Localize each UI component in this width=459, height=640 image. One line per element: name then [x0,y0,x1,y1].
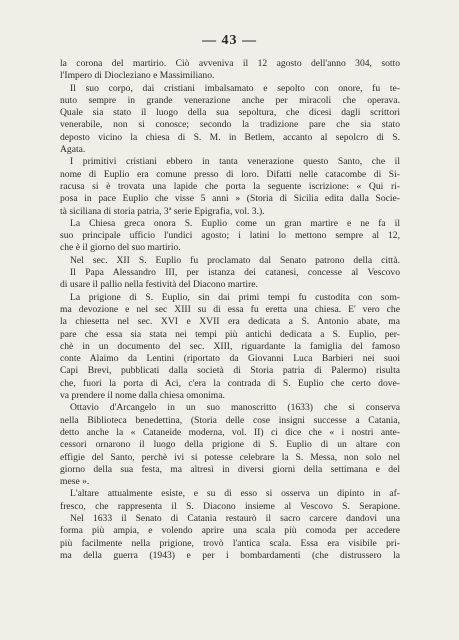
text-line: fresco, che rappresenta il S. Diacono insieme al Vescovo S. Serapione. [60,500,400,512]
text-line: tà siciliana di storia patria, 3ª serie Epigrafia, vol. 3.). [60,205,265,217]
text-line: Quale sia stato il luogo della sua sepoltura, che dicesi dagli scrittori [60,107,400,119]
text-line: di usare il pallio nella festività del Diacono martire. [60,279,258,291]
text-line: che, fuori la porta di Aci, c'era la contrada di S. Euplio che certo dove- [60,377,400,389]
text-line: ma della guerra (1943) e per i bombardamenti (che distrussero la [60,549,400,561]
text-line: chè in un documento del sec. XIII, riguardante la famiglia del famoso [60,340,400,352]
text-line: detto anche la « Cataneide moderna, vol. II) ci dice che « i nostri ante- [60,426,400,438]
text-line: I primitivi cristiani ebbero in tanta venerazione questo Santo, che il [70,156,400,168]
page-number: — 43 — [202,33,257,48]
text-line: nome di Euplio era comune presso di loro. Difatti nelle catacombe di Si- [60,168,400,180]
text-line: l'Impero di Diocleziano e Massimiliano. [60,70,215,82]
text-line: forma più ampia, e volendo aprire una scala più comoda per accedere [60,525,400,537]
text-line: nuto sempre in grande venerazione anche per miracoli che operava. [60,94,400,106]
text-line: L'altare attualmente esiste, e su di esso si osserva un dipinto in af- [70,488,400,500]
text-line: racusa si è trovata una lapide che porta la seguente iscrizione: « Qui ri- [60,180,400,192]
text-line: la chiesetta nel sec. XVI e XVII era dedicata a S. Antonio abate, ma [60,316,400,328]
text-line: ma devozione e nel sec XIII su di essa fu eretta una chiesa. E' vero che [60,303,400,315]
text-line: La Chiesa greca onora S. Euplio come un gran martire e ne fa il [70,217,400,229]
text-line: nella Biblioteca benedettina, (Storia delle cose insigni successe a Catania, [60,414,400,426]
text-line: Nel 1633 il Senato di Catania restaurò il sacro carcere dandovi una [70,512,400,524]
text-line: suo principale ufficio l'undici agosto; i latini lo mettono sempre al 12, [60,230,400,242]
text-line: più facilmente nella prigione, trovò l'antica scala. Essa era visibile pri- [60,537,400,549]
text-line: effigie del Santo, perchè ivi si potesse celebrare la S. Messa, non solo nel [60,451,400,463]
text-line: deposto vicino la chiesa di S. M. in Betlem, accanto al sepolcro di S. [60,131,400,143]
text-line: Ottavio d'Arcangelo in un suo manoscritto (1633) che si conserva [70,402,400,414]
text-line: Il suo corpo, dai cristiani imbalsamato e sepolto con onore, fu te- [70,82,400,94]
text-line: mese ». [60,476,90,488]
text-line: va prendere il nome dalla chiesa omonima. [60,390,225,402]
text-line: giorno della sua festa, ma altresì in diversi giorni della settimana e del [60,463,400,475]
text-line: Capi Brevi, pubblicati dalla società di Storia patria di Palermo) risulta [60,365,400,377]
text-line: Nel sec. XII S. Euplio fu proclamato dal Senato patrono della città. [70,254,400,266]
text-line: venerabile, non si conosce; secondo la tradizione pare che sia stato [60,119,400,131]
text-line: pare che essa sia stata nei tempi più antichi dedicata a S. Euplio, per- [60,328,400,340]
text-line: posa in pace Euplio che visse 5 anni » (Storia di Sicilia edita dalla Socie- [60,193,400,205]
text-line: cessori ornarono il luogo della prigione di S. Euplio di un altare con [60,439,400,451]
text-line: Agata. [60,144,86,156]
text-line: la corona del martirio. Ciò avveniva il 12 agosto dell'anno 304, sotto [60,58,400,69]
text-line: che è il giorno del suo martirio. [60,242,181,254]
text-line: La prigione di S. Euplio, sin dai primi tempi fu custodita con som- [70,291,400,303]
text-line: conte Alaimo da Lentini (riportato da Giovanni Luca Barbieri nei suoi [60,353,400,365]
text-line: Il Papa Alessandro III, per istanza dei catanesi, concesse al Vescovo [70,267,400,279]
body-text [60,58,400,562]
